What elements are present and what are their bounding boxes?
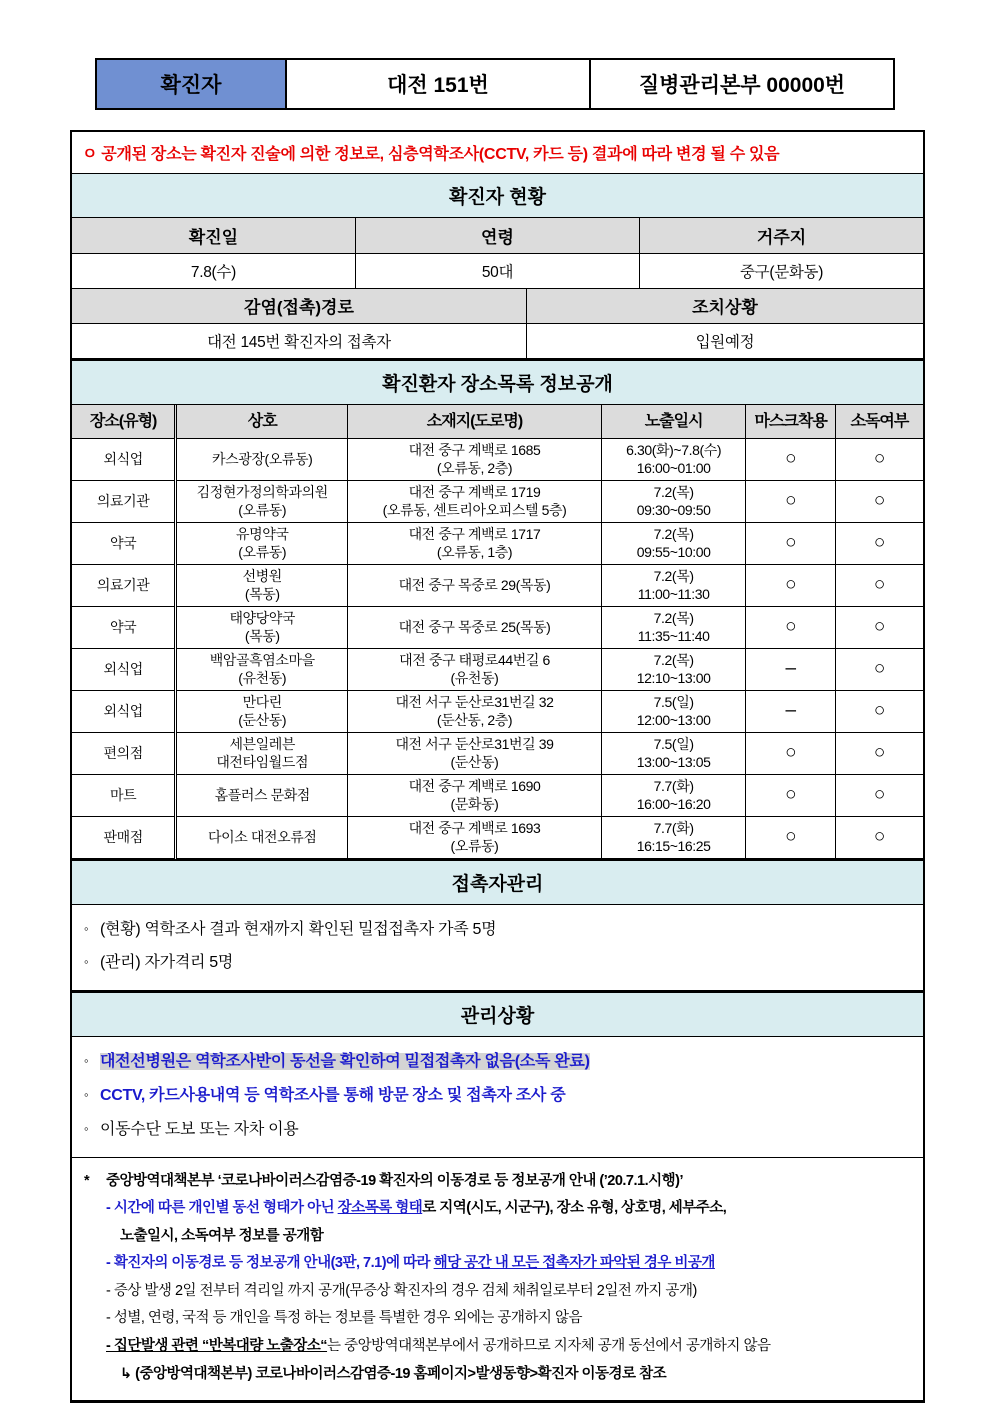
infection-route-value: 대전 145번 확진자의 접촉자 [72,324,526,359]
footnote-place-list-format-cont [120,1223,915,1251]
place-type-cell: 약국 [72,522,176,564]
disinfected-cell: ○ [835,522,923,564]
disinfected-cell: ○ [835,564,923,606]
place-row [72,438,923,480]
mask-worn-cell: ○ [746,732,835,774]
confirmed-date-header: 확진일 [72,218,355,253]
contact-quarantine-line [84,946,913,980]
footnote-text: ↳ (중앙방역대책본부) 코로나바이러스감염증-19 홈페이지>발생동향>확진자 이동경로 참조 [120,1365,667,1382]
place-name-cell: 선병원 (목동) [176,564,348,606]
kcdc-number-cell: 질병관리본부 00000번 [590,59,894,109]
place-type-cell: 약국 [72,606,176,648]
place-row [72,522,923,564]
action-status-header: 조치상황 [526,289,923,324]
mask-worn-cell: ○ [746,438,835,480]
col-disinfected: 소독여부 [835,405,923,438]
col-address: 소재지(도로명) [348,405,602,438]
footnote-title-line [84,1168,915,1196]
place-address-cell: 대전 중구 계백로 1719 (오류동, 센트리아오피스텔 5층) [348,480,602,522]
place-type-cell: 의료기관 [72,480,176,522]
age-value: 50대 [355,253,639,288]
bullet-icon: ◦ [84,1052,89,1068]
place-name-cell: 김정현가정의학과의원 (오류동) [176,480,348,522]
management-hospital-text: 대전선병원은 역학조사반이 동선을 확인하여 밀접접촉자 없음(소독 완료) [100,1052,590,1070]
footnote-period-line [106,1278,915,1306]
status-header-row [72,218,923,253]
case-number-cell: 대전 151번 [286,59,590,109]
place-row [72,816,923,858]
disinfected-cell: ○ [835,438,923,480]
disinfected-cell: ○ [835,606,923,648]
col-place-type: 장소(유형) [72,405,176,438]
section-title-contact-management: 접촉자관리 [72,859,923,905]
case-type-cell: 확진자 [96,59,286,109]
place-address-cell: 대전 중구 목중로 29(목동) [348,564,602,606]
footnote-text: 노출일시, 소독여부 정보를 공개함 [120,1227,324,1244]
footnote-text: - 확진자의 이동경로 등 정보공개 안내(3판, 7.1)에 따라 [106,1255,434,1272]
place-list-header-row [72,405,923,438]
bullet-icon: ◦ [84,954,89,970]
place-type-cell: 판매점 [72,816,176,858]
residence-value: 중구(문화동) [640,253,923,288]
bullet-icon: ◦ [84,1086,89,1102]
bullet-icon: ◦ [84,920,89,936]
footnote-text: - 성별, 연령, 국적 등 개인을 특정 하는 정보를 특별한 경우 외에는 공개하지 않음 [106,1310,582,1327]
contact-status-text: (현황) 역학조사 결과 현재까지 확인된 밀접접촉자 가족 5명 [100,920,497,938]
confirmed-date-value: 7.8(수) [72,253,355,288]
age-header: 연령 [355,218,639,253]
route-value-row [72,324,923,359]
place-row [72,732,923,774]
disinfected-cell: ○ [835,690,923,732]
section-title-place-list: 확진환자 장소목록 정보공개 [72,359,923,405]
mask-worn-cell: – [746,690,835,732]
infection-route-table [72,289,923,360]
mask-worn-cell: – [746,648,835,690]
place-name-cell: 만다린 (둔산동) [176,690,348,732]
place-type-cell: 마트 [72,774,176,816]
places-table-body [72,405,923,858]
place-name-cell: 태양당약국 (목동) [176,606,348,648]
footnote-cluster-line [106,1333,915,1361]
place-row [72,690,923,732]
place-type-cell: 의료기관 [72,564,176,606]
place-address-cell: 대전 중구 계백로 1717 (오류동, 1층) [348,522,602,564]
disinfected-cell: ○ [835,816,923,858]
footnote-reference-line [120,1361,915,1389]
place-row [72,606,923,648]
place-list-table [72,405,923,859]
col-exposure-time: 노출일시 [601,405,746,438]
disinfected-cell: ○ [835,774,923,816]
place-name-cell: 유명약국 (오류동) [176,522,348,564]
residence-header: 거주지 [640,218,923,253]
section-title-patient-status: 확진자 현황 [72,174,923,218]
place-name-cell: 백암골흑염소마을 (유천동) [176,648,348,690]
exposure-datetime-cell: 7.5(일) 12:00~13:00 [601,690,746,732]
place-address-cell: 대전 중구 계백로 1685 (오류동, 2층) [348,438,602,480]
footnote-title-text: 중앙방역대책본부 ‘코로나바이러스감염증-19 확진자의 이동경로 등 정보공개 안내 (’20.7.1.시행)’ [106,1172,683,1189]
place-name-cell: 다이소 대전오류점 [176,816,348,858]
footnote-place-list-format-line [106,1195,915,1223]
place-type-cell: 외식업 [72,690,176,732]
mask-worn-cell: ○ [746,522,835,564]
case-header-table [95,58,895,110]
contact-quarantine-text: (관리) 자가격리 5명 [100,954,234,972]
footnote-underlined-text: 장소목록 형태 [337,1200,423,1217]
footnote-privacy-line [106,1305,915,1333]
exposure-datetime-cell: 7.2(목) 11:35~11:40 [601,606,746,648]
route-header-row [72,289,923,324]
footnote-underlined-text: - 집단발생 관련 “반복대량 노출장소“ [106,1337,328,1354]
exposure-datetime-cell: 7.7(화) 16:00~16:20 [601,774,746,816]
exposure-datetime-cell: 7.5(일) 13:00~13:05 [601,732,746,774]
disclaimer-notice: ㅇ 공개된 장소는 확진자 진술에 의한 정보로, 심층역학조사(CCTV, 카드 등) 결과에 따라 변경 될 수 있음 [72,132,923,174]
place-type-cell: 외식업 [72,648,176,690]
footnote-text: - 시간에 따른 개인별 동선 형태가 아닌 [106,1200,338,1217]
exposure-datetime-cell: 7.2(목) 09:30~09:50 [601,480,746,522]
place-row [72,648,923,690]
place-row [72,774,923,816]
asterisk-marker: * [84,1172,90,1189]
management-line-cctv [84,1079,913,1113]
footnote-text: 는 중앙방역대책본부에서 공개하므로 지자체 공개 동선에서 공개하지 않음 [327,1337,771,1354]
management-cctv-text: CCTV, 카드사용내역 등 역학조사를 통해 방문 장소 및 접촉자 조사 중 [100,1086,566,1104]
section-title-management-status: 관리상황 [72,991,923,1037]
management-line-hospital [84,1045,913,1079]
disinfected-cell: ○ [835,732,923,774]
management-transport-text: 이동수단 도보 또는 자차 이용 [100,1120,299,1138]
status-value-row [72,253,923,288]
mask-worn-cell: ○ [746,816,835,858]
management-status-block [72,1037,923,1158]
place-row [72,480,923,522]
col-store-name: 상호 [176,405,348,438]
action-status-value: 입원예정 [526,324,923,359]
place-name-cell: 홈플러스 문화점 [176,774,348,816]
mask-worn-cell: ○ [746,774,835,816]
contact-management-block [72,905,923,991]
mask-worn-cell: ○ [746,564,835,606]
place-address-cell: 대전 중구 목중로 25(목동) [348,606,602,648]
mask-worn-cell: ○ [746,606,835,648]
case-header-row [96,59,894,109]
disinfected-cell: ○ [835,648,923,690]
exposure-datetime-cell: 7.2(목) 09:55~10:00 [601,522,746,564]
patient-status-table [72,218,923,289]
exposure-datetime-cell: 7.7(화) 16:15~16:25 [601,816,746,858]
place-address-cell: 대전 중구 계백로 1693 (오류동) [348,816,602,858]
place-address-cell: 대전 중구 계백로 1690 (문화동) [348,774,602,816]
place-name-cell: 카스광장(오류동) [176,438,348,480]
footnotes-block [72,1158,923,1400]
footnote-text: 로 지역(시도, 시군구), 장소 유형, 상호명, 세부주소, [422,1200,727,1217]
footnote-nondisclosure-line [106,1250,915,1278]
bullet-icon: ◦ [84,1120,89,1136]
footnote-text: - 증상 발생 2일 전부터 격리일 까지 공개(무증상 확진자의 경우 검체 채취일로부터 2일전 까지 공개) [106,1282,697,1299]
disclosure-document [70,130,925,1403]
place-name-cell: 세븐일레븐 대전타임월드점 [176,732,348,774]
exposure-datetime-cell: 7.2(목) 12:10~13:00 [601,648,746,690]
exposure-datetime-cell: 6.30(화)~7.8(수) 16:00~01:00 [601,438,746,480]
mask-worn-cell: ○ [746,480,835,522]
place-address-cell: 대전 중구 태평로44번길 6 (유천동) [348,648,602,690]
disinfected-cell: ○ [835,480,923,522]
infection-route-header: 감염(접촉)경로 [72,289,526,324]
management-line-transport [84,1113,913,1147]
exposure-datetime-cell: 7.2(목) 11:00~11:30 [601,564,746,606]
contact-status-line [84,913,913,947]
place-address-cell: 대전 서구 둔산로31번길 32 (둔산동, 2층) [348,690,602,732]
place-address-cell: 대전 서구 둔산로31번길 39 (둔산동) [348,732,602,774]
col-mask-worn: 마스크착용 [746,405,835,438]
place-type-cell: 외식업 [72,438,176,480]
place-row [72,564,923,606]
place-type-cell: 편의점 [72,732,176,774]
footnote-underlined-text: 해당 공간 내 모든 접촉자가 파악된 경우 비공개 [433,1255,715,1272]
